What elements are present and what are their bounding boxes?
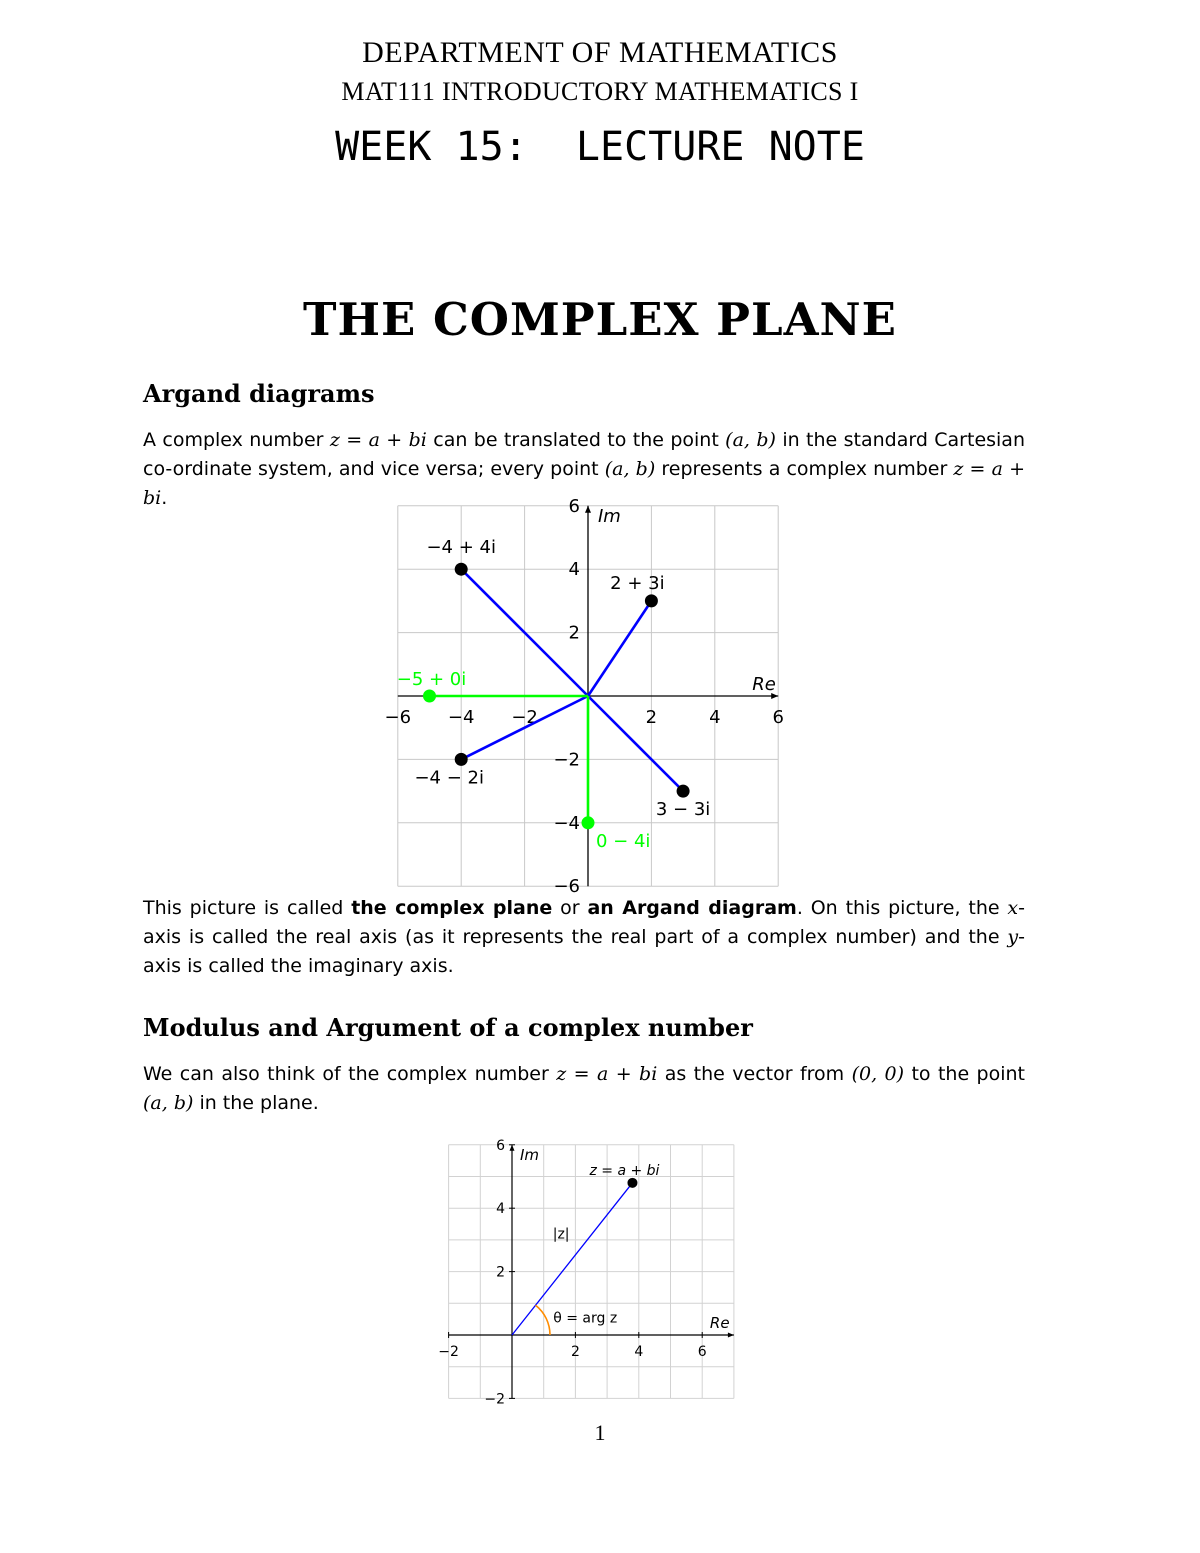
data-point — [582, 816, 595, 829]
x-tick-label: 2 — [570, 1344, 580, 1360]
data-label: −5 + 0i — [396, 669, 467, 690]
point-z — [627, 1178, 637, 1188]
math-expression: (a, b) — [604, 458, 656, 480]
data-label: −4 + 4i — [426, 537, 496, 559]
text-run: -axis is called the imaginary axis. — [143, 926, 1025, 977]
text-run: in the plane. — [193, 1092, 319, 1114]
data-point — [455, 563, 468, 576]
y-tick-label: −4 — [553, 812, 580, 834]
x-tick-label: −4 — [447, 707, 475, 728]
department-heading: DEPARTMENT OF MATHEMATICS — [362, 36, 838, 69]
page-title: THE COMPLEX PLANE — [303, 293, 897, 346]
data-point — [455, 753, 468, 766]
data-point — [677, 785, 690, 798]
real-axis-label: Re — [752, 674, 776, 695]
point-z-label: z = a + bi — [589, 1162, 660, 1179]
math-expression: z = a + bi — [143, 458, 1025, 509]
week-title: WEEK 15: LECTURE NOTE — [335, 124, 865, 170]
paragraph-vector-intro — [143, 1060, 1025, 1118]
modulus-argument-figure — [420, 1135, 760, 1410]
math-expression: z = a + bi — [329, 429, 427, 451]
text-run: can be translated to the point — [426, 429, 726, 451]
modulus-argument-svg — [420, 1135, 760, 1410]
real-axis-arrow — [728, 1333, 734, 1338]
text-run: A complex number — [143, 429, 330, 451]
text-run: represents a complex number — [655, 458, 954, 480]
text-run: as the vector from — [657, 1063, 852, 1085]
x-tick-label: −2 — [511, 707, 538, 728]
x-tick-label: 2 — [645, 707, 658, 728]
text-run: to the point — [904, 1063, 1026, 1085]
text-run: This picture is called — [143, 897, 352, 919]
angle-label: θ = arg z — [553, 1310, 618, 1327]
y-tick-label: 6 — [568, 495, 580, 517]
math-expression: y — [1007, 926, 1019, 948]
vector-line — [588, 601, 651, 696]
text-run: in the standard Cartesian co-ordinate system, and vice versa; every point — [143, 429, 1025, 480]
text-run: -axis is called the real axis (as it represents the real part of a complex number) and the — [143, 897, 1025, 948]
math-expression: (a, b) — [143, 1092, 194, 1114]
y-tick-label: −6 — [553, 876, 580, 898]
vector-line — [588, 696, 683, 791]
text-run: We can also think of the complex number — [143, 1063, 557, 1085]
data-label: 3 − 3i — [655, 799, 711, 821]
x-tick-label: −6 — [384, 707, 412, 728]
paragraph-argand-intro — [143, 426, 1025, 513]
imaginary-axis-arrow — [510, 1145, 515, 1151]
course-heading: MAT111 INTRODUCTORY MATHEMATICS I — [341, 77, 859, 106]
text-run: . — [161, 487, 168, 509]
data-point — [645, 594, 658, 607]
x-tick-label: 6 — [697, 1344, 707, 1360]
math-expression: (0, 0) — [851, 1063, 905, 1085]
paragraph-argand-description — [143, 894, 1025, 981]
imaginary-axis-label: Im — [598, 505, 621, 527]
y-tick-label: 4 — [496, 1201, 505, 1218]
y-tick-label: −2 — [553, 749, 580, 771]
real-axis-label: Re — [709, 1314, 730, 1332]
argand-diagram-figure — [370, 495, 790, 898]
page-number: 1 — [594, 1420, 606, 1445]
section-heading-modulus: Modulus and Argument of a complex number — [143, 1013, 753, 1042]
x-tick-label: 4 — [634, 1344, 644, 1360]
imaginary-axis-label: Im — [520, 1145, 540, 1164]
data-point — [423, 690, 436, 703]
y-tick-label: 6 — [496, 1137, 505, 1154]
angle-arc — [536, 1305, 550, 1335]
text-run: or — [552, 897, 588, 919]
math-expression: (a, b) — [725, 429, 776, 451]
y-tick-label: 4 — [568, 559, 580, 581]
x-tick-label: 4 — [709, 707, 721, 728]
modulus-label: |z| — [552, 1226, 570, 1243]
data-label: 2 + 3i — [610, 572, 665, 594]
bold-term: an Argand diagram — [587, 897, 797, 919]
y-tick-label: −2 — [484, 1391, 505, 1408]
argand-diagram-svg — [370, 495, 790, 898]
data-label: −4 − 2i — [414, 767, 484, 789]
math-expression: z = a + bi — [556, 1063, 658, 1085]
math-expression: x — [1007, 897, 1019, 919]
bold-term: the complex plane — [351, 897, 553, 919]
text-run: . On this picture, the — [796, 897, 1008, 919]
x-tick-label: 6 — [772, 707, 784, 728]
data-label: 0 − 4i — [596, 830, 651, 852]
section-heading-argand: Argand diagrams — [143, 379, 375, 408]
y-tick-label: 2 — [496, 1264, 505, 1281]
y-tick-label: 2 — [568, 622, 580, 644]
x-tick-label: −2 — [438, 1344, 459, 1360]
